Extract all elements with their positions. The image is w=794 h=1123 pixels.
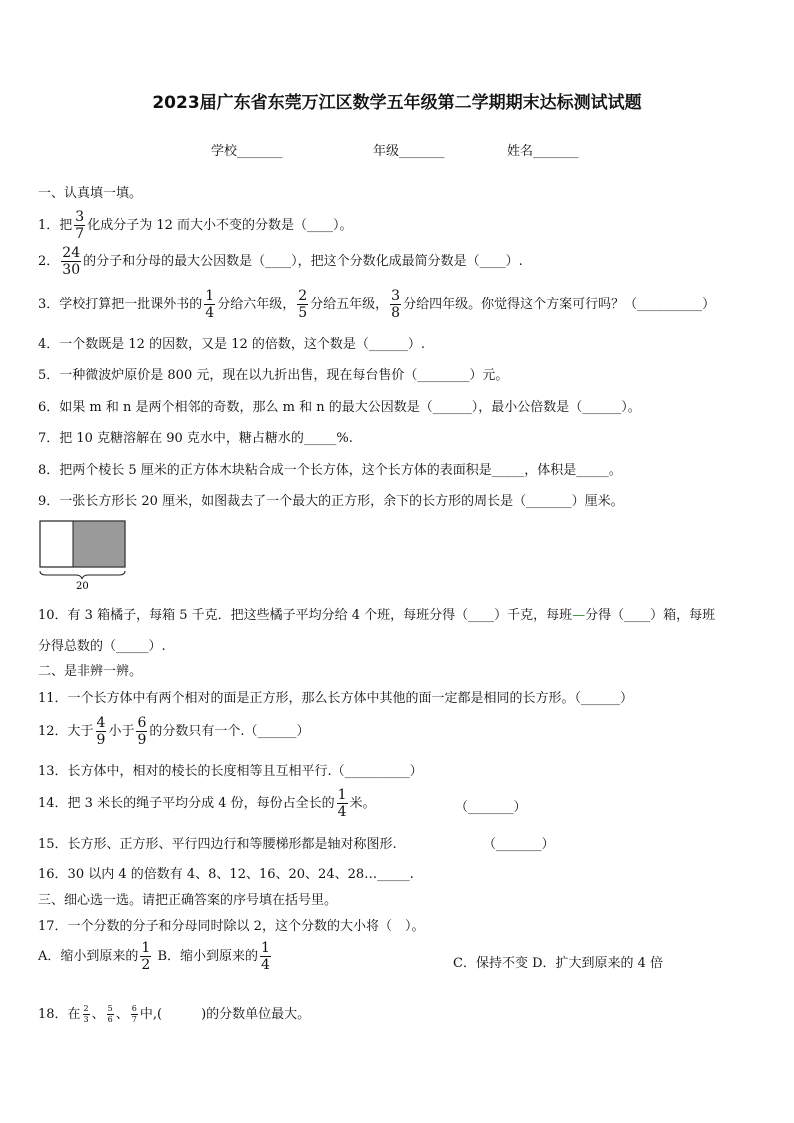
q12-prefix: 12．大于 [38,724,94,739]
question-9: 9．一张长方形长 20 厘米，如图裁去了一个最大的正方形，余下的长方形的周长是（_______）厘米。 [38,494,624,509]
q3-text-2: 分给五年级， [310,297,389,312]
question-10-cont: 分得总数的（_____）. [38,639,166,654]
length-brace [40,571,125,579]
question-12 [38,716,310,747]
question-18 [38,1003,310,1024]
fraction-3-8: $\frac{3}{8}$ [391,288,401,321]
fraction-4-9: $\frac{4}{9}$ [96,715,106,748]
question-8: 8．把两个棱长 5 厘米的正方体木块粘合成一个长方体，这个长方体的表面积是_____，体积是_____。 [38,463,622,478]
q2-text: 的分子和分母的最大公因数是（____），把这个分数化成最简分数是（____）. [83,254,523,269]
q1-prefix: 1．把 [38,218,73,233]
q10-dash: — [572,608,586,623]
fraction-24-30: $\frac{24}{30}$ [62,245,81,278]
q14-prefix: 14．把 3 米长的绳子平均分成 4 份，每份占全长的 [38,796,335,811]
question-10 [38,604,715,623]
option-b[interactable]: B．缩小到原来的 [157,949,259,964]
fraction-1-4: $\frac{1}{4}$ [337,787,347,820]
q18-sep-1: 、 [91,1007,105,1022]
q3-text-1: 分给六年级， [217,297,296,312]
question-13: 13．长方体中，相对的棱长的长度相等且互相平行.（__________） [38,764,423,779]
fraction-2-3: $\frac{2}{3}$ [83,1004,89,1024]
question-4: 4．一个数既是 12 的因数，又是 12 的倍数，这个数是（______）. [38,337,426,352]
option-a[interactable]: A．缩小到原来的 [38,949,139,964]
q1-text: 化成分子为 12 而大小不变的分数是（____）。 [87,218,353,233]
fraction-6-7: $\frac{6}{7}$ [131,1004,137,1024]
question-14 [38,788,376,819]
fraction-6-9: $\frac{6}{9}$ [137,715,147,748]
question-17-options-ab [38,941,273,972]
figure-length-label: 20 [76,581,89,590]
q18-text: 中,( )的分数单位最大。 [139,1007,311,1022]
section-3-heading: 三、细心选一选。请把正确答案的序号填在括号里。 [38,893,338,908]
cut-square [73,521,125,567]
q12-mid: 小于 [108,724,135,739]
question-1 [38,210,353,241]
question-17: 17．一个分数的分子和分母同时除以 2，这个分数的大小将（ ）。 [38,919,425,934]
q12-text: 的分数只有一个.（______） [149,724,310,739]
fraction-1-4-option: $\frac{1}{4}$ [261,940,270,973]
question-16: 16．30 以内 4 的倍数有 4、8、12、16、20、24、28…_____. [38,867,414,882]
question-5: 5．一种微波炉原价是 800 元，现在以九折出售，现在每台售价（________）元。 [38,368,509,383]
question-11: 11．一个长方体中有两个相对的面是正方形，那么长方体中其他的面一定都是相同的长方形。（______） [38,691,634,706]
q14-answer-blank[interactable]: （_______） [455,800,527,815]
section-2-heading: 二、是非辨一辨。 [38,664,143,679]
q10-text-a: 10．有 3 箱橘子，每箱 5 千克．把这些橘子平均分给 4 个班，每班分得（____）千克，每班 [38,608,573,623]
q3-prefix: 3．学校打算把一批课外书的 [38,297,203,312]
q15-answer-blank[interactable]: （_______） [483,837,555,852]
question-3 [38,289,715,320]
question-15: 15．长方形、正方形、平行四边行和等腰梯形都是轴对称图形. [38,837,397,852]
grade-field[interactable]: 年级_______ [373,144,445,159]
section-1-heading: 一、认真填一填。 [38,186,143,201]
q14-text: 米。 [349,796,376,811]
name-field[interactable]: 姓名_______ [507,144,579,159]
q10-text-b: 分得（____）箱，每班 [585,608,716,623]
question-2 [38,246,523,277]
fraction-3-7: $\frac{3}{7}$ [75,209,85,242]
school-field[interactable]: 学校_______ [211,144,283,159]
question-7: 7．把 10 克糖溶解在 90 克水中，糖占糖水的_____%. [38,431,353,446]
fraction-1-4: $\frac{1}{4}$ [205,288,215,321]
question-17-options-cd[interactable]: C．保持不变 D．扩大到原来的 4 倍 [453,956,664,971]
q2-prefix: 2． [38,254,60,269]
q18-prefix: 18．在 [38,1007,81,1022]
fraction-1-2: $\frac{1}{2}$ [141,940,151,973]
question-6: 6．如果 m 和 n 是两个相邻的奇数，那么 m 和 n 的最大公因数是（______），最小公倍数是（______）。 [38,400,641,415]
fraction-2-5: $\frac{2}{5}$ [298,288,308,321]
q3-text-3: 分给四年级。你觉得这个方案可行吗？（__________） [403,297,716,312]
page-title: 2023届广东省东莞万江区数学五年级第二学期期末达标测试试题 [152,93,642,113]
rectangle-figure [36,518,132,590]
fraction-5-6: $\frac{5}{6}$ [107,1004,113,1024]
q18-sep-2: 、 [115,1007,129,1022]
